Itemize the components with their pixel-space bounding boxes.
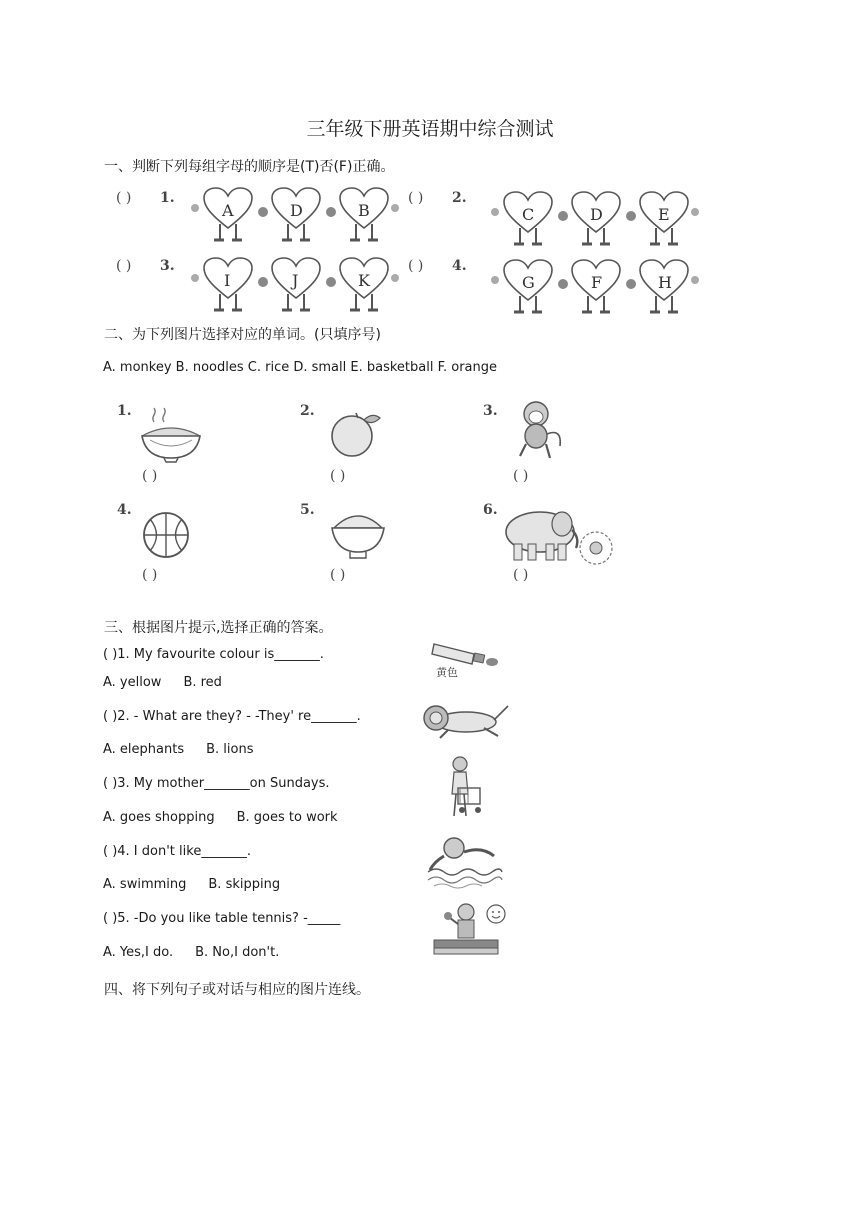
answer-blank[interactable]: ( ) — [408, 258, 424, 274]
heart-icon — [572, 192, 620, 244]
option-b[interactable]: B. lions — [206, 742, 254, 757]
picture-label: 黄色 — [436, 666, 458, 679]
item-number: 1. — [160, 190, 175, 206]
option-b[interactable]: B. goes to work — [236, 810, 338, 825]
options-2 — [103, 742, 253, 757]
options-3 — [103, 810, 338, 825]
answer-blank[interactable]: ( ) — [142, 468, 158, 484]
item-number: 4. — [452, 258, 467, 274]
item-number: 3. — [160, 258, 175, 274]
heart-letter: F — [591, 273, 603, 292]
option-b[interactable]: B. No,I don't. — [195, 945, 280, 960]
option-a[interactable]: A. goes shopping — [103, 810, 215, 825]
answer-blank[interactable]: ( ) — [408, 190, 424, 206]
heart-letters-group-4 — [490, 258, 700, 318]
table-tennis-icon — [430, 900, 510, 962]
question-3: ( )3. My mother_______on Sundays. — [103, 776, 330, 791]
heart-icon — [272, 258, 320, 310]
section3-heading: 三、根据图片提示,选择正确的答案。 — [104, 620, 333, 636]
shopping-cart-icon — [438, 754, 488, 824]
heart-icon — [572, 260, 620, 312]
heart-icon — [340, 258, 388, 310]
answer-blank[interactable]: ( ) — [330, 567, 346, 583]
option-b[interactable]: B. skipping — [208, 877, 281, 892]
answer-blank[interactable]: ( ) — [330, 468, 346, 484]
option-a[interactable]: A. elephants — [103, 742, 185, 757]
option-b[interactable]: B. red — [183, 675, 222, 690]
section4-heading: 四、将下列句子或对话与相应的图片连线。 — [104, 982, 370, 998]
heart-letter: E — [658, 205, 670, 224]
options-4 — [103, 877, 280, 892]
heart-letter: D — [590, 205, 603, 224]
heart-letter: B — [358, 201, 370, 220]
heart-letter: H — [658, 273, 672, 292]
monkey-icon — [510, 398, 570, 466]
option-a[interactable]: A. yellow — [103, 675, 162, 690]
heart-letter: J — [292, 271, 299, 290]
paint-tube-icon — [428, 634, 504, 682]
heart-letter: G — [522, 273, 535, 292]
answer-blank[interactable]: ( ) — [513, 567, 529, 583]
heart-letters-group-3 — [190, 256, 400, 316]
item-number: 2. — [300, 403, 315, 419]
basketball-icon — [141, 510, 191, 560]
answer-blank[interactable]: ( ) — [142, 567, 158, 583]
rice-bowl-icon — [328, 504, 388, 562]
section2-heading: 二、为下列图片选择对应的单词。(只填序号) — [104, 327, 381, 343]
question-5: ( )5. -Do you like table tennis? -_____ — [103, 911, 341, 926]
option-a[interactable]: A. Yes,I do. — [103, 945, 174, 960]
swimmer-icon — [424, 828, 504, 892]
heart-icon — [640, 192, 688, 244]
heart-icon — [204, 188, 252, 240]
heart-icon — [272, 188, 320, 240]
item-number: 3. — [483, 403, 498, 419]
page-title: 三年级下册英语期中综合测试 — [306, 118, 554, 140]
item-number: 2. — [452, 190, 467, 206]
heart-letter: K — [358, 271, 370, 290]
heart-letter: C — [522, 205, 535, 224]
item-number: 1. — [117, 403, 132, 419]
answer-blank[interactable]: ( ) — [513, 468, 529, 484]
options-1 — [103, 675, 222, 690]
question-4: ( )4. I don't like_______. — [103, 844, 251, 859]
elephant-icon — [500, 504, 620, 568]
item-number: 5. — [300, 502, 315, 518]
heart-icon — [504, 192, 552, 244]
question-2: ( )2. - What are they? - -They' re_______. — [103, 709, 361, 724]
item-number: 6. — [483, 502, 498, 518]
heart-letter: D — [290, 201, 303, 220]
orange-icon — [326, 404, 386, 460]
heart-icon — [204, 258, 252, 310]
noodles-bowl-icon — [136, 402, 206, 464]
question-1: ( )1. My favourite colour is_______. — [103, 647, 324, 662]
heart-letters-group-1 — [190, 186, 400, 246]
word-options: A. monkey B. noodles C. rice D. small E. basketball F. orange — [103, 360, 497, 375]
heart-icon — [340, 188, 388, 240]
heart-icon — [640, 260, 688, 312]
option-a[interactable]: A. swimming — [103, 877, 187, 892]
options-5 — [103, 945, 279, 960]
heart-letter: A — [222, 201, 234, 220]
item-number: 4. — [117, 502, 132, 518]
heart-icon — [504, 260, 552, 312]
section1-heading: 一、判断下列每组字母的顺序是(T)否(F)正确。 — [104, 159, 395, 175]
lion-icon — [418, 698, 510, 744]
answer-blank[interactable]: ( ) — [116, 258, 132, 274]
heart-letter: I — [224, 271, 231, 290]
answer-blank[interactable]: ( ) — [116, 190, 132, 206]
heart-letters-group-2 — [490, 190, 700, 250]
